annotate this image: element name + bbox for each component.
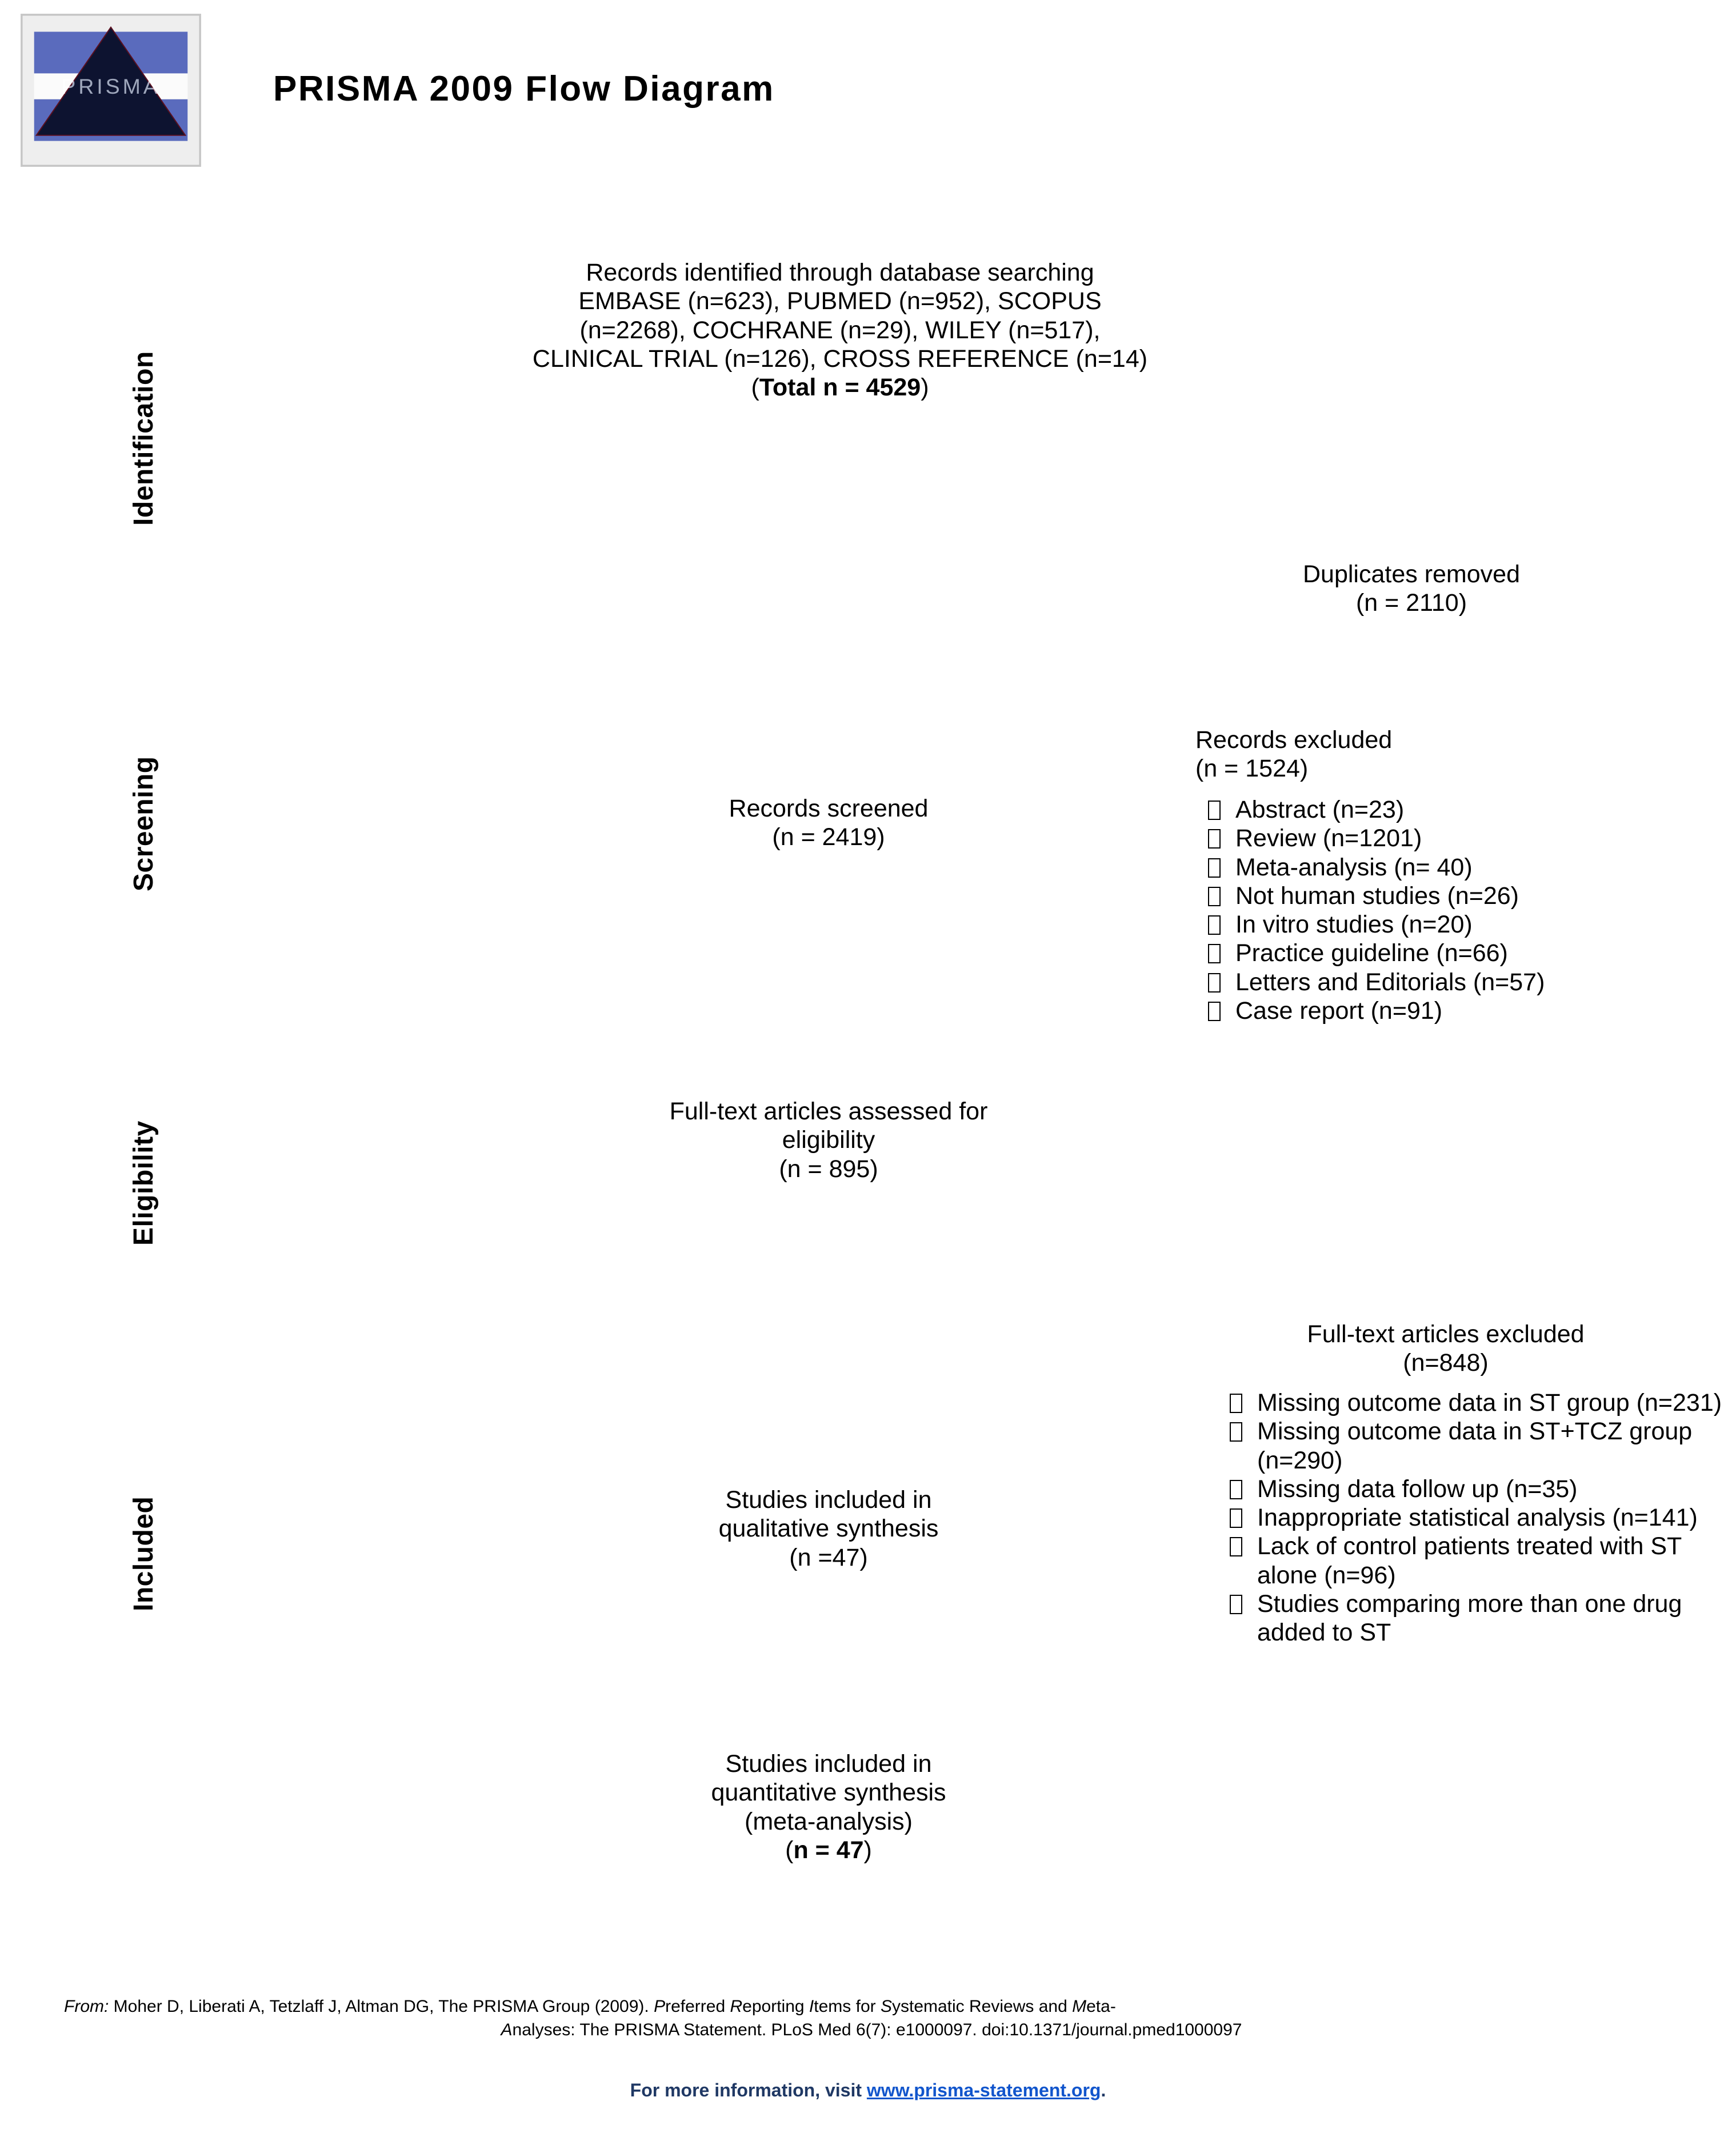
citation-eporting: eporting (742, 1997, 809, 2016)
identification-line-2: EMBASE (n=623), PUBMED (n=952), SCOPUS (578, 287, 1102, 315)
prisma-logo (21, 14, 201, 167)
citation-italic-m: M (1072, 1997, 1087, 2016)
checkbox-bullet-icon (1217, 1388, 1257, 1417)
checkbox-bullet-icon (1217, 1590, 1257, 1618)
citation-italic-i: I (809, 1997, 814, 2016)
list-item (1217, 1475, 1736, 1503)
identification-box (480, 258, 1200, 402)
identification-total-value: Total n = 4529 (759, 374, 921, 402)
fulltext-excluded-item-4: Lack of control patients treated with ST alone (n=96) (1257, 1532, 1682, 1589)
citation-from-label: From: (64, 1997, 109, 2016)
qualitative-line-1: Studies included in (725, 1486, 932, 1514)
records-excluded-item-6: Letters and Editorials (n=57) (1235, 968, 1545, 996)
citation-italic-a: A (501, 2020, 513, 2039)
checkbox-bullet-icon (1217, 1417, 1257, 1446)
checkbox-bullet-icon (1195, 853, 1235, 882)
source-citation (51, 1995, 1691, 2042)
quantitative-synthesis-box (594, 1750, 1063, 1864)
more-information-line (0, 2080, 1736, 2101)
list-item (1195, 910, 1721, 939)
quantitative-line-1: Studies included in (725, 1750, 932, 1778)
citation-line-1 (51, 1995, 1691, 2019)
list-item (1195, 882, 1721, 910)
list-item (1195, 968, 1721, 997)
stage-label-eligibility: Eligibility (129, 1120, 159, 1246)
stage-label-identification: Identification (129, 351, 159, 526)
fulltext-excluded-box (1217, 1320, 1674, 1378)
records-excluded-title: Records excluded (1195, 726, 1393, 754)
qualitative-synthesis-box (594, 1486, 1063, 1572)
checkbox-bullet-icon (1217, 1532, 1257, 1560)
fulltext-assessed-box (594, 1097, 1063, 1183)
identification-total-close: ) (921, 374, 929, 402)
page-title: PRISMA 2009 Flow Diagram (273, 69, 775, 109)
identification-line-4: CLINICAL TRIAL (n=126), CROSS REFERENCE (n=14) (532, 345, 1148, 373)
records-excluded-item-3: Not human studies (n=26) (1235, 882, 1519, 910)
fulltext-assessed-line-1: Full-text articles assessed for (669, 1098, 988, 1125)
prisma-statement-link[interactable]: www.prisma-statement.org (866, 2080, 1101, 2100)
fulltext-assessed-count: (n = 895) (779, 1155, 878, 1183)
citation-referred: referred (665, 1997, 730, 2016)
list-item (1195, 939, 1721, 967)
fulltext-excluded-item-1: Missing outcome data in ST+TCZ group (n=290) (1257, 1418, 1693, 1474)
checkbox-bullet-icon (1217, 1475, 1257, 1503)
records-excluded-box (1195, 726, 1698, 783)
records-screened-title: Records screened (729, 795, 929, 822)
records-excluded-item-4: In vitro studies (n=20) (1235, 911, 1473, 939)
fulltext-excluded-count: (n=848) (1403, 1349, 1489, 1377)
duplicates-removed-count: (n = 2110) (1355, 589, 1467, 617)
records-excluded-item-5: Practice guideline (n=66) (1235, 939, 1508, 967)
checkbox-bullet-icon (1195, 968, 1235, 997)
records-excluded-list (1195, 795, 1721, 1025)
checkbox-bullet-icon (1195, 795, 1235, 824)
checkbox-bullet-icon (1195, 910, 1235, 939)
fulltext-assessed-line-2: eligibility (782, 1126, 875, 1154)
fulltext-excluded-item-3: Inappropriate statistical analysis (n=141) (1257, 1504, 1698, 1532)
list-item (1217, 1503, 1736, 1532)
citation-line-2 (51, 2019, 1691, 2042)
records-screened-box (594, 794, 1063, 852)
qualitative-line-2: qualitative synthesis (718, 1515, 939, 1543)
more-info-prefix: For more information, visit (630, 2080, 867, 2100)
records-excluded-item-2: Meta-analysis (n= 40) (1235, 853, 1473, 881)
svg-text:PRISMA: PRISMA (61, 74, 161, 98)
quantitative-line-2: quantitative synthesis (711, 1779, 946, 1807)
list-item (1195, 824, 1721, 853)
list-item (1217, 1532, 1736, 1590)
identification-line-1: Records identified through database searching (586, 259, 1094, 286)
identification-total-open: ( (751, 374, 759, 402)
quantitative-count-value: n = 47 (793, 1836, 864, 1864)
fulltext-excluded-item-0: Missing outcome data in ST group (n=231) (1257, 1389, 1722, 1416)
prisma-logo-artwork (22, 15, 200, 166)
quantitative-count (594, 1836, 1063, 1864)
quantitative-count-close: ) (863, 1836, 872, 1864)
checkbox-bullet-icon (1217, 1503, 1257, 1532)
identification-total (480, 373, 1200, 402)
checkbox-bullet-icon (1195, 824, 1235, 853)
list-item (1195, 795, 1721, 824)
citation-ystematic: ystematic Reviews and (891, 1997, 1073, 2016)
checkbox-bullet-icon (1195, 882, 1235, 910)
duplicates-removed-title: Duplicates removed (1302, 561, 1520, 588)
list-item (1195, 853, 1721, 882)
stage-label-included: Included (129, 1496, 159, 1611)
fulltext-excluded-item-2: Missing data follow up (n=35) (1257, 1475, 1578, 1503)
citation-italic-r: R (730, 1997, 743, 2016)
citation-tems-for: tems for (814, 1997, 881, 2016)
records-excluded-count: (n = 1524) (1195, 755, 1309, 783)
checkbox-bullet-icon (1195, 997, 1235, 1025)
citation-eta: eta- (1086, 1997, 1116, 2016)
list-item (1217, 1417, 1736, 1475)
qualitative-count: (n =47) (789, 1543, 868, 1571)
citation-rest: nalyses: The PRISMA Statement. PLoS Med 6(7): e1000097. doi:10.1371/journal.pmed1000097 (512, 2020, 1242, 2039)
more-info-suffix: . (1101, 2080, 1106, 2100)
quantitative-line-3: (meta-analysis) (745, 1807, 913, 1835)
checkbox-bullet-icon (1195, 939, 1235, 967)
list-item (1195, 997, 1721, 1025)
fulltext-excluded-list (1217, 1388, 1736, 1647)
records-excluded-item-7: Case report (n=91) (1235, 997, 1443, 1025)
stage-label-screening: Screening (129, 756, 159, 891)
duplicates-removed-box (1194, 560, 1629, 618)
citation-italic-s: S (880, 1997, 892, 2016)
records-excluded-item-0: Abstract (n=23) (1235, 796, 1405, 823)
citation-authors: Moher D, Liberati A, Tetzlaff J, Altman DG, The PRISMA Group (2009). (109, 1997, 654, 2016)
identification-line-3: (n=2268), COCHRANE (n=29), WILEY (n=517), (579, 316, 1101, 344)
records-excluded-item-1: Review (n=1201) (1235, 825, 1422, 853)
list-item (1217, 1388, 1736, 1417)
citation-italic-p: P (654, 1997, 666, 2016)
fulltext-excluded-item-5: Studies comparing more than one drug added to ST (1257, 1590, 1682, 1647)
quantitative-count-open: ( (785, 1836, 794, 1864)
fulltext-excluded-title: Full-text articles excluded (1307, 1320, 1585, 1348)
records-screened-count: (n = 2419) (772, 823, 885, 851)
prism-icon (22, 15, 200, 166)
list-item (1217, 1590, 1736, 1647)
